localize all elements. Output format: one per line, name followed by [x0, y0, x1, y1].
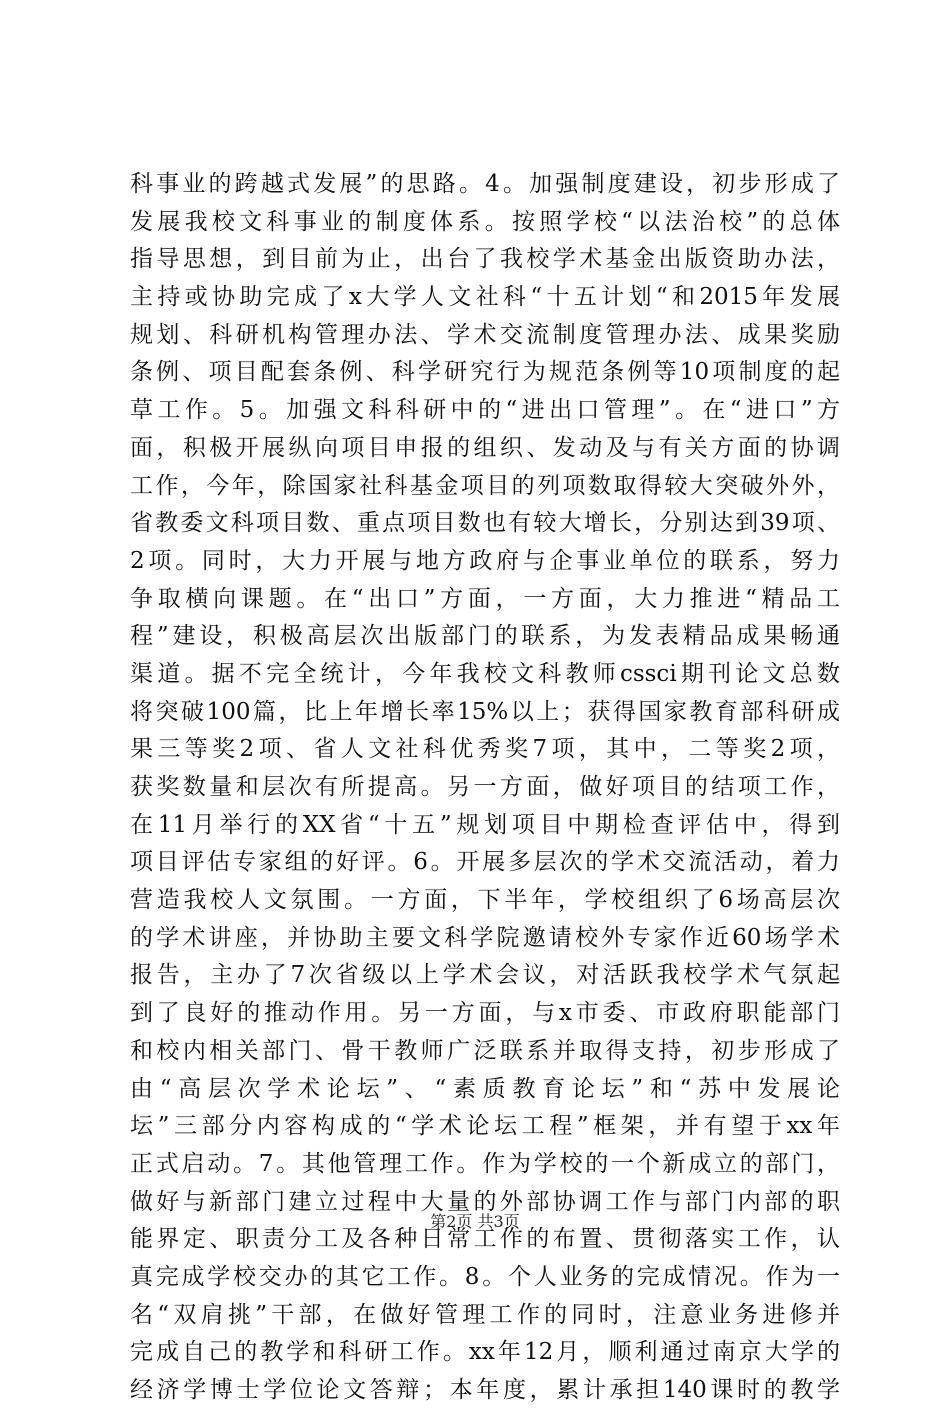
text-line: 项目评估专家组的好评。6。开展多层次的学术交流活动，着力: [130, 849, 840, 876]
text-line: 完成自己的教学和科研工作。xx年12月，顺利通过南京大学的: [130, 1339, 840, 1366]
text-line: 经济学博士学位论文答辩；本年度，累计承担140课时的教学: [130, 1377, 840, 1403]
text-line: 发展我校文科事业的制度体系。按照学校“以法治校”的总体: [130, 208, 840, 235]
page-number-label: 第2页 共3页: [430, 1212, 520, 1231]
text-line: 能界定、职责分工及各种日常工作的布置、贯彻落实工作，认: [130, 1226, 840, 1253]
text-line: 果三等奖2项、省人文社科优秀奖7项，其中，二等奖2项，: [130, 736, 840, 763]
text-line: 面，积极开展纵向项目申报的组织、发动及与有关方面的协调: [130, 434, 840, 461]
text-line: 和校内相关部门、骨干教师广泛联系并取得支持，初步形成了: [130, 1037, 840, 1064]
text-line: 省教委文科项目数、重点项目数也有较大增长，分别达到39项、: [130, 510, 840, 537]
text-line: 真完成学校交办的其它工作。8。个人业务的完成情况。作为一: [130, 1263, 840, 1290]
text-line: 获奖数量和层次有所提高。另一方面，做好项目的结项工作，: [130, 774, 840, 800]
text-line: 报告，主办了7次省级以上学术会议，对活跃我校学术气氛起: [130, 962, 840, 989]
text-line: 到了良好的推动作用。另一方面，与x市委、市政府职能部门: [130, 1000, 840, 1027]
text-line: 草工作。5。加强文科科研中的“进出口管理”。在“进口”方: [130, 397, 840, 424]
page-footer: [0, 1210, 950, 1234]
text-line: 正式启动。7。其他管理工作。作为学校的一个新成立的部门，: [130, 1150, 840, 1177]
text-line: 规划、科研机构管理办法、学术交流制度管理办法、成果奖励: [130, 321, 840, 348]
text-line: 将突破100篇，比上年增长率15%以上；获得国家教育部科研成: [130, 698, 840, 725]
text-line: 指导思想，到目前为止，出台了我校学术基金出版资助办法，: [130, 246, 840, 273]
text-line: 工作，今年，除国家社科基金项目的列项数取得较大突破外外，: [130, 472, 840, 499]
text-line: 争取横向课题。在“出口”方面，一方面，大力推进“精品工: [130, 585, 840, 612]
text-line: 营造我校人文氛围。一方面，下半年，学校组织了6场高层次: [130, 887, 840, 914]
text-line: 条例、项目配套条例、科学研究行为规范条例等10项制度的起: [130, 359, 840, 386]
text-line: 的学术讲座，并协助主要文科学院邀请校外专家作近60场学术: [130, 924, 840, 951]
text-line: 坛”三部分内容构成的“学术论坛工程”框架，并有望于xx年: [130, 1113, 840, 1140]
text-line: 由“高层次学术论坛”、“素质教育论坛”和“苏中发展论: [130, 1075, 840, 1102]
text-line: 2项。同时，大力开展与地方政府与企事业单位的联系，努力: [130, 547, 840, 574]
text-line: 主持或协助完成了x大学人文社科“十五计划“和2015年发展: [130, 284, 840, 311]
text-line: 在11月举行的XX省“十五”规划项目中期检查评估中，得到: [130, 811, 840, 838]
text-line: 渠道。据不完全统计，今年我校文科教师cssci期刊论文总数: [130, 660, 840, 687]
text-line: 程”建设，积极高层次出版部门的联系，为发表精品成果畅通: [130, 623, 840, 650]
text-line: 做好与新部门建立过程中大量的外部协调工作与部门内部的职: [130, 1188, 840, 1215]
text-line: 科事业的跨越式发展”的思路。4。加强制度建设，初步形成了: [130, 171, 840, 197]
text-line: 名“双肩挑”干部，在做好管理工作的同时，注意业务进修并: [130, 1301, 840, 1328]
